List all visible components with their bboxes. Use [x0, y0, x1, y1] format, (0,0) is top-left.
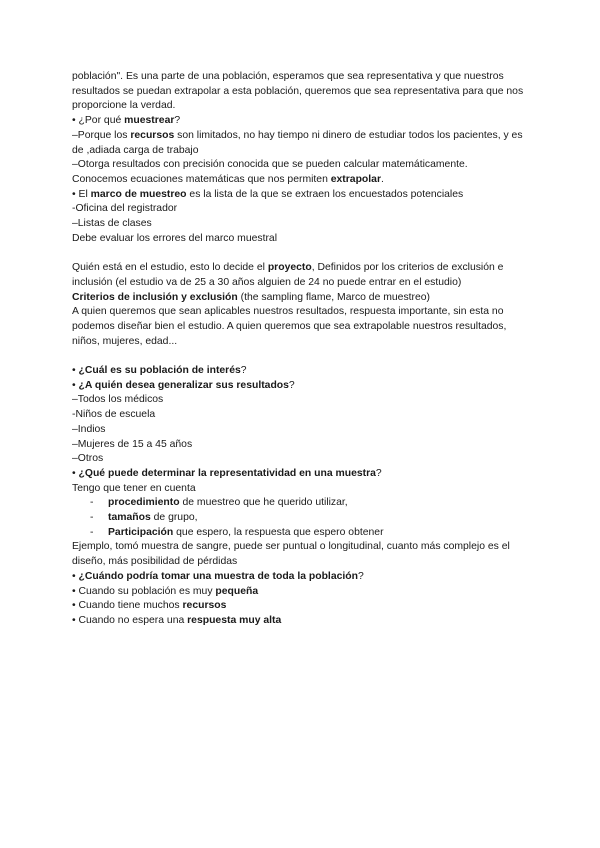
reason-extrapolate: Conocemos ecuaciones matemáticas que nos permiten extrapolar.	[72, 173, 384, 185]
population-item: –Indios	[72, 423, 106, 435]
question-why-sample: • ¿Por qué muestrear?	[72, 115, 181, 127]
list-item: - procedimiento de muestreo que he querido utilizar,	[72, 496, 532, 511]
reason-resources: –Porque los recursos son limitados, no hay tiempo ni dinero de estudiar todos los pacientes, y es de ,adiada carga de trabajo	[72, 129, 523, 156]
question-whole-population: • ¿Cuándo podría tomar una muestra de toda la población?	[72, 570, 364, 582]
sampling-frame-definition: • El marco de muestreo es la lista de la que se extraen los encuestados potenciales	[72, 188, 464, 200]
case-resources: • Cuando tiene muchos recursos	[72, 600, 227, 612]
frame-item: –Listas de clases	[72, 218, 152, 230]
spacer	[72, 349, 532, 364]
population-item: –Otros	[72, 453, 104, 465]
population-item: –Mujeres de 15 a 45 años	[72, 438, 193, 450]
paragraph-intro: población". Es una parte de una población, esperamos que sea representativa y que nuestros resultados se puedan extrapolar a esta población, queremos que sea representativa para que nos proporcione la verdad.	[72, 71, 524, 112]
reason-precision: –Otorga resultados con precisión conocida que se pueden calcular matemáticamente.	[72, 159, 468, 171]
question-generalize: • ¿A quién desea generalizar sus resultados?	[72, 379, 295, 391]
criteria-heading: Criterios de inclusión y exclusión (the sampling flame, Marco de muestreo)	[72, 291, 431, 303]
criteria-text: A quien queremos que sean aplicables nuestros resultados, respuesta importante, sin esta no podemos diseñar bien el estudio. A quien queremos que sea extrapolable nuestros resultados, niños, mujeres, edad...	[72, 306, 507, 347]
factors-list	[72, 496, 532, 540]
population-item: -Niños de escuela	[72, 409, 156, 421]
question-representativeness: • ¿Qué puede determinar la representatividad en una muestra?	[72, 467, 382, 479]
case-small: • Cuando su población es muy pequeña	[72, 585, 259, 597]
population-item: –Todos los médicos	[72, 394, 164, 406]
list-item: - tamaños de grupo,	[72, 511, 532, 526]
paragraph-project: Quién está en el estudio, esto lo decide el proyecto, Definidos por los criterios de exclusión e inclusión (el estudio va de 25 a 30 años alguien de 24 no puede entrar en el estudio)	[72, 262, 504, 288]
example-text: Ejemplo, tomó muestra de sangre, puede ser puntual o longitudinal, cuanto más complejo es el diseño, más posibilidad de pérdidas	[72, 541, 510, 568]
question-population: • ¿Cuál es su población de interés?	[72, 365, 247, 377]
document-body	[72, 70, 532, 629]
spacer	[72, 246, 532, 261]
list-item: - Participación que espero, la respuesta que espero obtener	[72, 526, 532, 541]
case-response: • Cuando no espera una respuesta muy alta	[72, 614, 282, 626]
consider-text: Tengo que tener en cuenta	[72, 482, 196, 494]
frame-item: -Oficina del registrador	[72, 203, 178, 215]
frame-note: Debe evaluar los errores del marco muestral	[72, 232, 278, 244]
